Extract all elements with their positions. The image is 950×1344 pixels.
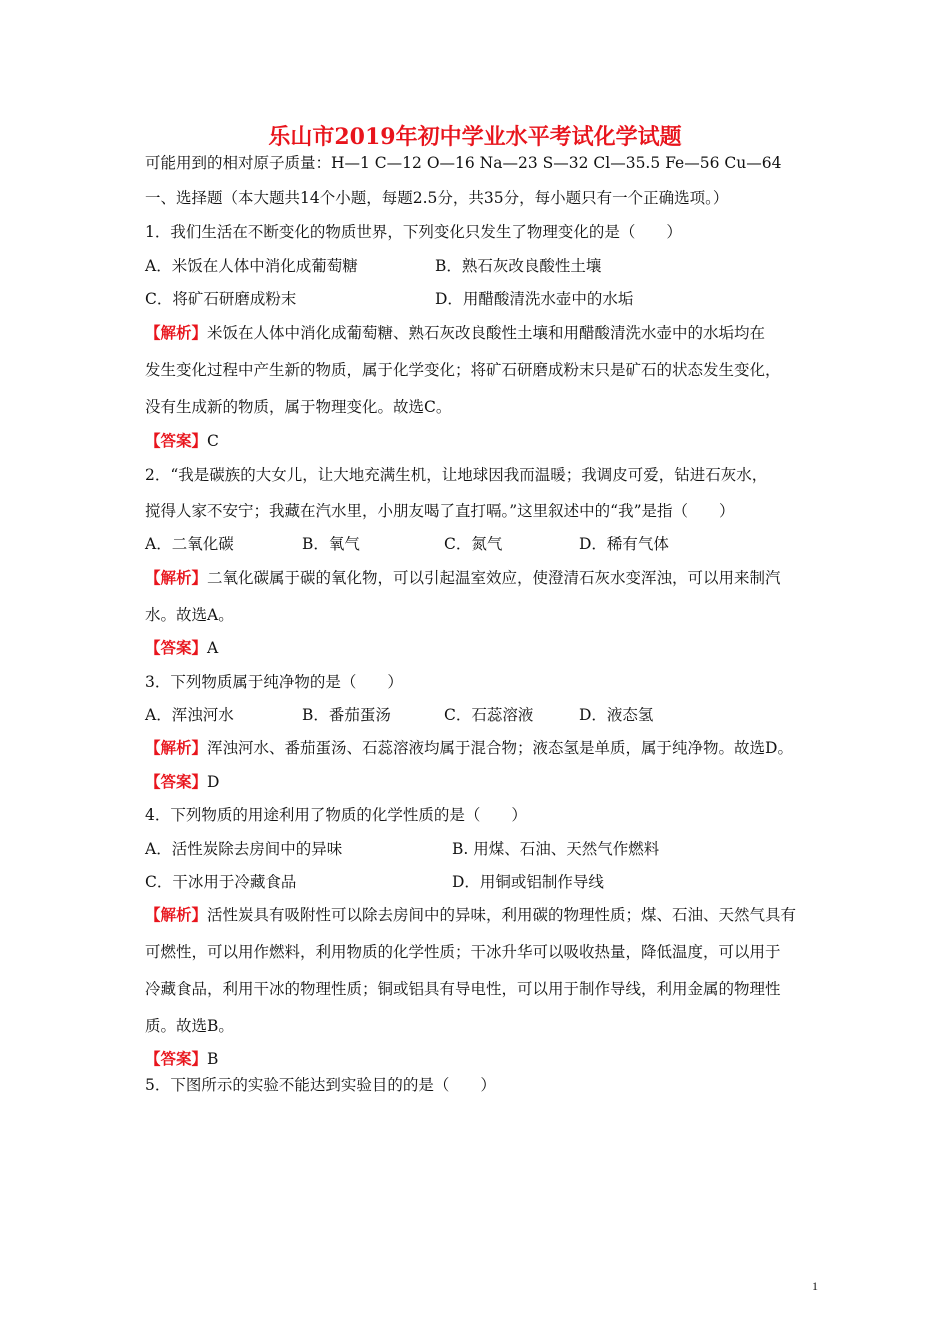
q3-answer: 【答案】D [145,772,220,791]
answer-label: 【答案】 [145,431,208,450]
analysis-label: 【解析】 [145,738,208,757]
q5-stem: 5．下图所示的实验不能达到实验目的的是（ ） [145,1076,496,1094]
q2-stem-line-1: 2．“我是碳族的大女儿，让大地充满生机，让地球因我而温暖；我调皮可爱，钻进石灰水， [145,466,768,484]
q1-option-a: A．米饭在人体中消化成葡萄糖 [145,257,358,275]
answer-label: 【答案】 [145,638,208,657]
analysis-label: 【解析】 [145,323,208,342]
q1-answer: 【答案】C [145,431,219,450]
q4-option-b: B. 用煤、石油、天然气作燃料 [452,840,660,858]
q1-option-b: B．熟石灰改良酸性土壤 [435,257,602,275]
q3-option-a: A．浑浊河水 [145,706,234,724]
q4-option-d: D．用铜或铝制作导线 [452,873,604,891]
page-number: 1 [812,1279,818,1293]
q1-analysis-line-3: 没有生成新的物质，属于物理变化。故选C。 [145,398,452,416]
answer-label: 【答案】 [145,1049,208,1068]
page-title: 乐山市2019年初中学业水平考试化学试题 [268,124,682,150]
q4-answer: 【答案】B [145,1049,219,1068]
q1-option-c: C．将矿石研磨成粉末 [145,290,297,308]
q1-stem: 1．我们生活在不断变化的物质世界，下列变化只发生了物理变化的是（ ） [145,223,682,241]
section-heading: 一、选择题（本大题共14个小题，每题2.5分，共35分，每小题只有一个正确选项。） [145,189,729,207]
q2-option-a: A．二氧化碳 [145,535,234,553]
q3-option-b: B．番茄蛋汤 [302,706,391,724]
q3-option-c: C．石蕊溶液 [444,706,534,724]
q4-analysis-line-3: 冷藏食品，利用干冰的物理性质；铜或铝具有导电性，可以用于制作导线，利用金属的物理性 [145,980,781,998]
q4-analysis-line-2: 可燃性，可以用作燃料，利用物质的化学性质；干冰升华可以吸收热量，降低温度，可以用于 [145,943,781,961]
answer-label: 【答案】 [145,772,208,791]
q4-analysis-line-4: 质。故选B。 [145,1017,234,1035]
q2-option-c: C．氮气 [444,535,503,553]
q3-option-d: D．液态氢 [579,706,654,724]
q3-stem: 3．下列物质属于纯净物的是（ ） [145,673,403,691]
atomic-masses: 可能用到的相对原子质量：H—1 C—12 O—16 Na—23 S—32 Cl—35.5 Fe—56 Cu—64 [145,154,782,172]
q4-option-c: C．干冰用于冷藏食品 [145,873,297,891]
q4-analysis-line-1: 【解析】活性炭具有吸附性可以除去房间中的异味，利用碳的物理性质；煤、石油、天然气具有 [145,905,797,924]
q4-option-a: A．活性炭除去房间中的异味 [145,840,343,858]
q1-analysis-line-1: 【解析】米饭在人体中消化成葡萄糖、熟石灰改良酸性土壤和用醋酸清洗水壶中的水垢均在 [145,323,766,342]
analysis-label: 【解析】 [145,568,208,587]
q2-answer: 【答案】A [145,638,219,657]
q2-analysis-line-1: 【解析】二氧化碳属于碳的氧化物，可以引起温室效应，使澄清石灰水变浑浊，可以用来制汽 [145,568,781,587]
q2-option-d: D．稀有气体 [579,535,669,553]
q2-analysis-line-2: 水。故选A。 [145,606,234,624]
q2-option-b: B．氧气 [302,535,360,553]
q1-option-d: D．用醋酸清洗水壶中的水垢 [435,290,634,308]
q4-stem: 4．下列物质的用途利用了物质的化学性质的是（ ） [145,806,527,824]
q2-stem-line-2: 搅得人家不安宁；我藏在汽水里，小朋友喝了直打嗝。”这里叙述中的“我”是指（ ） [145,502,735,520]
analysis-label: 【解析】 [145,905,208,924]
q1-analysis-line-2: 发生变化过程中产生新的物质，属于化学变化；将矿石研磨成粉末只是矿石的状态发生变化， [145,361,781,379]
q3-analysis: 【解析】浑浊河水、番茄蛋汤、石蕊溶液均属于混合物；液态氢是单质，属于纯净物。故选D。 [145,738,793,757]
